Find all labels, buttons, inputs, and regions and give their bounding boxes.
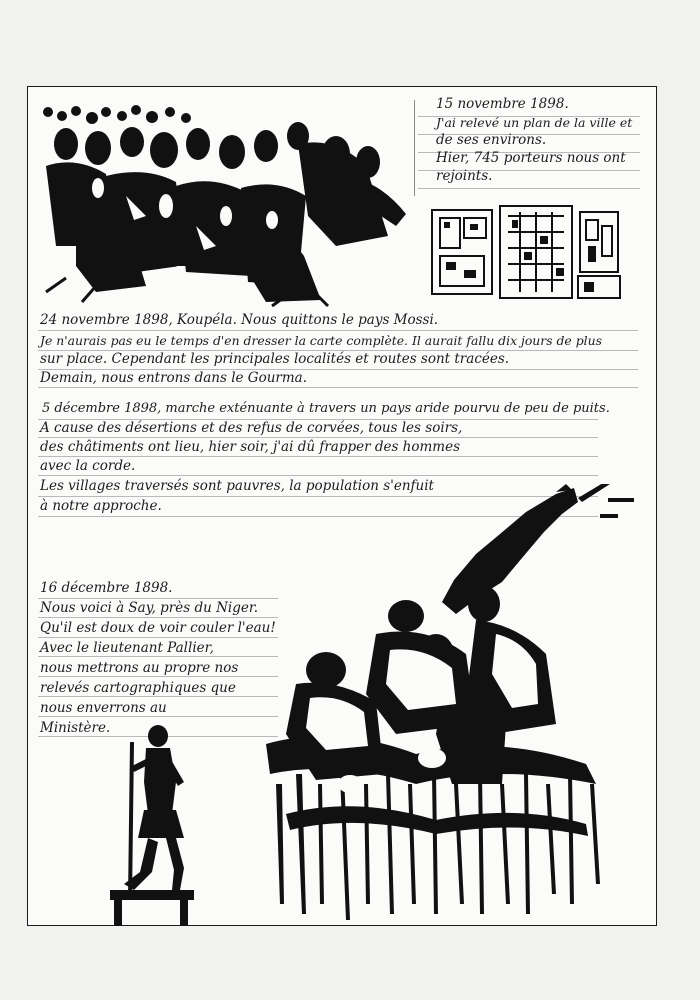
ruled-line xyxy=(38,617,278,618)
entry-dec16-line: nous enverrons au xyxy=(40,700,167,716)
entry-nov15-line: de ses environs. xyxy=(436,132,547,148)
standing-figure-illustration xyxy=(104,722,200,930)
ruled-line xyxy=(38,437,598,438)
entry-nov24-date: 24 novembre 1898, Koupéla. Nous quittons le pays Mossi. xyxy=(40,312,439,328)
entry-dec16-line: Nous voici à Say, près du Niger. xyxy=(40,600,259,616)
entry-dec5-date: 5 décembre 1898, marche exténuante à travers un pays aride pourvu de peu de puits. xyxy=(42,401,610,416)
porters-crowd-illustration xyxy=(36,96,416,308)
entry-dec16-line: relevés cartographiques que xyxy=(40,680,236,696)
ruled-line xyxy=(38,456,598,457)
entry-dec16-line: Avec le lieutenant Pallier, xyxy=(40,640,214,656)
entry-dec16-date: 16 décembre 1898. xyxy=(40,580,173,596)
entry-nov15-line: rejoints. xyxy=(436,168,493,184)
entry-dec5-line: à notre approche. xyxy=(40,498,162,514)
entry-dec5-line: Les villages traversés sont pauvres, la population s'enfuit xyxy=(40,478,434,494)
entry-dec16-line: Ministère. xyxy=(40,720,111,736)
ruled-line xyxy=(38,387,638,388)
river-crossing-illustration xyxy=(256,484,646,920)
entry-nov15-date: 15 novembre 1898. xyxy=(436,96,569,112)
entry-nov24-line: Demain, nous entrons dans le Gourma. xyxy=(40,370,308,386)
entry-dec16-line: nous mettrons au propre nos xyxy=(40,660,239,676)
entry-nov24-line: Je n'aurais pas eu le temps d'en dresser la carte complète. Il aurait fallu dix jours de plus xyxy=(40,333,602,348)
entry-dec5-line: des châtiments ont lieu, hier soir, j'ai dû frapper des hommes xyxy=(40,439,461,455)
entry-dec16-line: Qu'il est doux de voir couler l'eau! xyxy=(40,620,276,636)
ruled-line xyxy=(38,475,598,476)
entry-nov24-line: sur place. Cependant les principales localités et routes sont tracées. xyxy=(40,351,510,367)
ruled-line xyxy=(38,637,278,638)
margin-line xyxy=(414,100,415,196)
entry-dec5-line: A cause des désertions et des refus de corvées, tous les soirs, xyxy=(40,420,463,436)
entry-nov15-line: J'ai relevé un plan de la ville et xyxy=(436,115,633,130)
ruled-line xyxy=(38,330,638,331)
town-plan-sketch xyxy=(428,202,624,302)
entry-dec5-line: avec la corde. xyxy=(40,458,136,474)
ruled-line xyxy=(38,598,278,599)
entry-nov15-line: Hier, 745 porteurs nous ont xyxy=(436,150,626,166)
ruled-line xyxy=(418,188,640,189)
